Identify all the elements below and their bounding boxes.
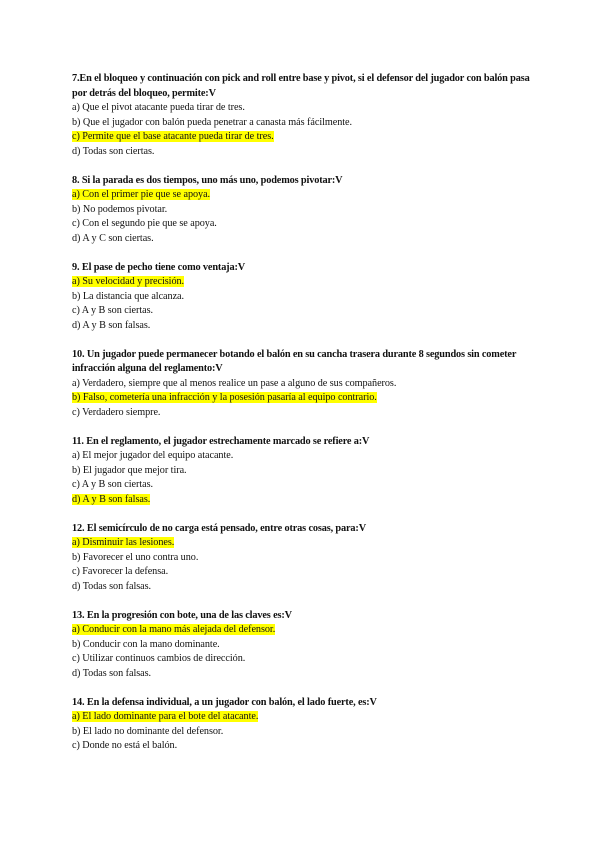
- option-text: d) A y C son ciertas.: [72, 232, 154, 244]
- option-c: [72, 406, 542, 421]
- spacer: [72, 333, 542, 348]
- option-list: [72, 536, 542, 594]
- highlighted-answer: a) Con el primer pie que se apoya.: [72, 189, 211, 200]
- option-text: d) Todas son falsas.: [72, 580, 152, 592]
- option-text: d) Todas son falsas.: [72, 667, 152, 679]
- option-a: [72, 377, 402, 392]
- option-d: [72, 145, 542, 160]
- option-text: b) Conducir con la mano dominante.: [72, 638, 220, 650]
- option-b: [72, 203, 542, 218]
- option-b: [72, 116, 542, 131]
- option-b-correct: [72, 391, 542, 406]
- option-text: b) El jugador que mejor tira.: [72, 464, 187, 476]
- option-text: c) A y B son ciertas.: [72, 479, 154, 490]
- question-title: 7.En el bloqueo y continuación con pick and roll entre base y pivot, si el defensor del jugador con balón pasa por detrás del bloqueo, permite:V: [72, 73, 530, 99]
- option-text: c) A y B son ciertas.: [72, 305, 154, 316]
- question-title: 11. En el reglamento, el jugador estrechamente marcado se refiere a:V: [72, 435, 370, 447]
- question-title: 14. En la defensa individual, a un jugador con balón, el lado fuerte, es:V: [72, 696, 377, 708]
- option-text: c) Donde no está el balón.: [72, 740, 178, 751]
- spacer: [72, 507, 542, 522]
- option-list: [72, 623, 542, 681]
- option-list: [72, 710, 542, 754]
- option-a-correct: [72, 710, 542, 725]
- option-text: b) Que el jugador con balón pueda penetrar a canasta más fácilmente.: [72, 116, 353, 128]
- option-b: [72, 464, 542, 479]
- spacer: [72, 246, 542, 261]
- option-d: [72, 319, 542, 334]
- spacer: [72, 594, 542, 609]
- option-c: [72, 652, 542, 667]
- question-title: 10. Un jugador puede permanecer botando el balón en su cancha trasera durante 8 segundos sin cometer infracción alguna del reglamento:V: [72, 348, 517, 374]
- question-13: [72, 609, 542, 682]
- option-b: [72, 551, 542, 566]
- question-7: [72, 72, 542, 159]
- option-d: [72, 667, 542, 682]
- highlighted-answer: d) A y B son falsas.: [72, 493, 151, 505]
- question-9: [72, 261, 542, 334]
- question-title: 12. El semicírculo de no carga está pensado, entre otras cosas, para:V: [72, 522, 366, 534]
- option-c-correct: [72, 130, 542, 145]
- spacer: [72, 420, 542, 435]
- option-a: [72, 449, 542, 464]
- option-text: c) Verdadero siempre.: [72, 406, 161, 418]
- option-text: c) Utilizar continuos cambios de dirección.: [72, 653, 246, 664]
- option-b: [72, 290, 542, 305]
- option-list: [72, 101, 542, 159]
- highlighted-answer: a) Conducir con la mano más alejada del defensor.: [72, 624, 276, 635]
- option-d: [72, 580, 542, 595]
- highlighted-answer: c) Permite que el base atacante pueda tirar de tres.: [72, 131, 274, 142]
- option-c: [72, 304, 542, 319]
- option-text: b) No podemos pivotar.: [72, 203, 168, 215]
- option-b: [72, 725, 542, 740]
- option-a-correct: [72, 275, 542, 290]
- spacer: [72, 681, 542, 696]
- option-c: [72, 217, 542, 232]
- question-title: 13. En la progresión con bote, una de las claves es:V: [72, 609, 292, 621]
- option-d-correct: [72, 493, 542, 508]
- option-text: b) Favorecer el uno contra uno.: [72, 551, 199, 563]
- highlighted-answer: b) Falso, cometería una infracción y la posesión pasaría al equipo contrario.: [72, 392, 377, 403]
- option-text: a) El mejor jugador del equipo atacante.: [72, 450, 234, 461]
- document-page: [72, 72, 542, 754]
- option-text: d) Todas son ciertas.: [72, 145, 155, 157]
- highlighted-answer: a) El lado dominante para el bote del atacante.: [72, 711, 259, 722]
- option-list: [72, 377, 542, 421]
- option-list: [72, 188, 542, 246]
- highlighted-answer: a) Disminuir las lesiones.: [72, 537, 175, 548]
- question-12: [72, 522, 542, 595]
- option-list: [72, 275, 542, 333]
- highlighted-answer: a) Su velocidad y precisión.: [72, 276, 185, 287]
- question-title: 8. Si la parada es dos tiempos, uno más uno, podemos pivotar:V: [72, 174, 343, 186]
- option-list: [72, 449, 542, 507]
- option-text: a) Que el pivot atacante pueda tirar de tres.: [72, 102, 245, 113]
- option-text: b) El lado no dominante del defensor.: [72, 725, 224, 737]
- option-text: c) Favorecer la defensa.: [72, 566, 169, 577]
- option-c: [72, 565, 542, 580]
- spacer: [72, 159, 542, 174]
- question-8: [72, 174, 542, 247]
- option-text: c) Con el segundo pie que se apoya.: [72, 218, 217, 229]
- question-11: [72, 435, 542, 508]
- question-10: [72, 348, 542, 421]
- option-text: b) La distancia que alcanza.: [72, 290, 185, 302]
- option-d: [72, 232, 542, 247]
- option-a-correct: [72, 536, 542, 551]
- option-c: [72, 739, 542, 754]
- option-b: [72, 638, 542, 653]
- option-text: d) A y B son falsas.: [72, 319, 151, 331]
- option-a: [72, 101, 542, 116]
- option-c: [72, 478, 542, 493]
- option-a-correct: [72, 623, 542, 638]
- question-14: [72, 696, 542, 754]
- option-a-correct: [72, 188, 542, 203]
- question-title: 9. El pase de pecho tiene como ventaja:V: [72, 261, 246, 273]
- option-text: a) Verdadero, siempre que al menos realice un pase a alguno de sus compañeros.: [72, 377, 397, 389]
